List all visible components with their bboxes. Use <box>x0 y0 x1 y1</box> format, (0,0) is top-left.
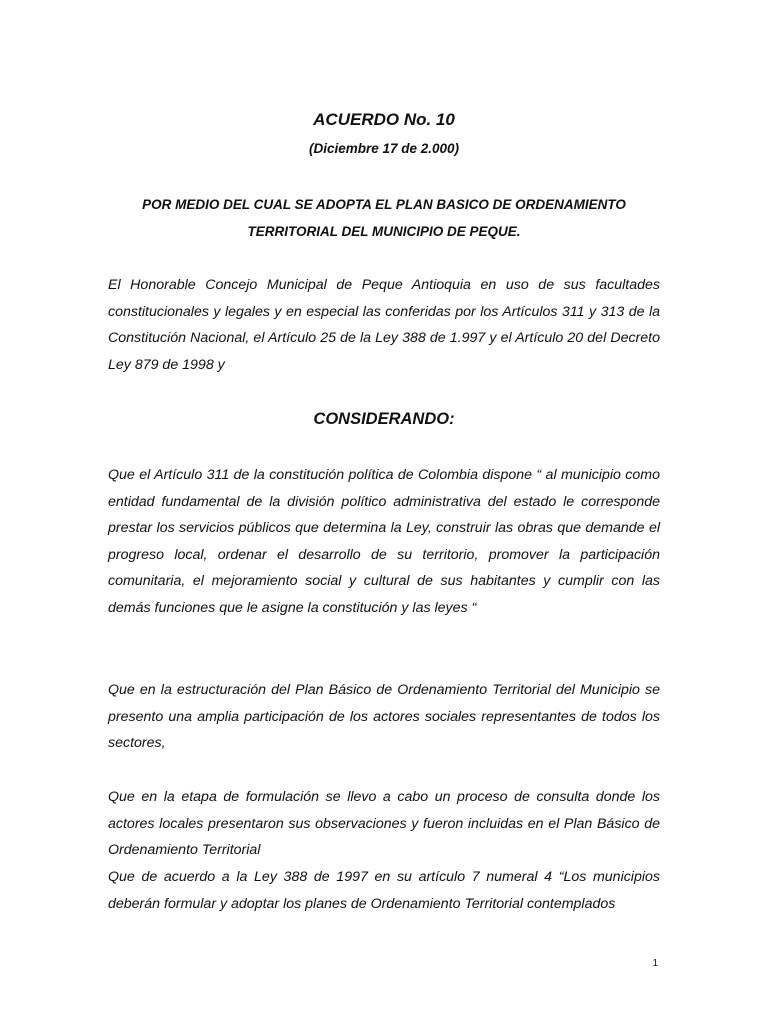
considerando-paragraph-1: Que el Artículo 311 de la constitución política de Colombia dispone “ al municipio como entidad fundamental de la división político administrativa del estado le corresponde prestar los servicios públicos que determina la Ley, construir las obras que demande el progreso local, ordenar el desarrollo de su territorio, promover la participación comunitaria, el mejoramiento social y cultural de sus habitantes y cumplir con las demás funciones que le asigne la constitución y las leyes “ <box>108 467 660 616</box>
considerando-paragraph-2: Que en la estructuración del Plan Básico de Ordenamiento Territorial del Municipio se presento una amplia participación de los actores sociales representantes de todos los sectores, <box>108 682 660 751</box>
section-heading: CONSIDERANDO: <box>313 410 455 428</box>
document-title: ACUERDO No. 10 <box>313 110 455 129</box>
considerando-paragraph-4: Que de acuerdo a la Ley 388 de 1997 en su artículo 7 numeral 4 “Los municipios deberán formular y adoptar los planes de Ordenamiento Territorial contemplados <box>108 869 660 912</box>
intro-paragraph: El Honorable Concejo Municipal de Peque Antioquia en uso de sus facultades constitucionales y legales y en especial las conferidas por los Artículos 311 y 313 de la Constitución Nacional, el Artículo 25 de la Ley 388 de 1.997 y el Artículo 20 del Decreto Ley 879 de 1998 y <box>108 277 660 373</box>
document-subject: POR MEDIO DEL CUAL SE ADOPTA EL PLAN BASICO DE ORDENAMIENTO TERRITORIAL DEL MUNICIPIO DE PEQUE. <box>142 197 626 239</box>
considerando-paragraph-3: Que en la etapa de formulación se llevo a cabo un proceso de consulta donde los actores locales presentaron sus observaciones y fueron incluidas en el Plan Básico de Ordenamiento Territorial <box>108 789 660 858</box>
document-date: (Diciembre 17 de 2.000) <box>308 141 460 156</box>
page-number: 1 <box>652 958 658 969</box>
